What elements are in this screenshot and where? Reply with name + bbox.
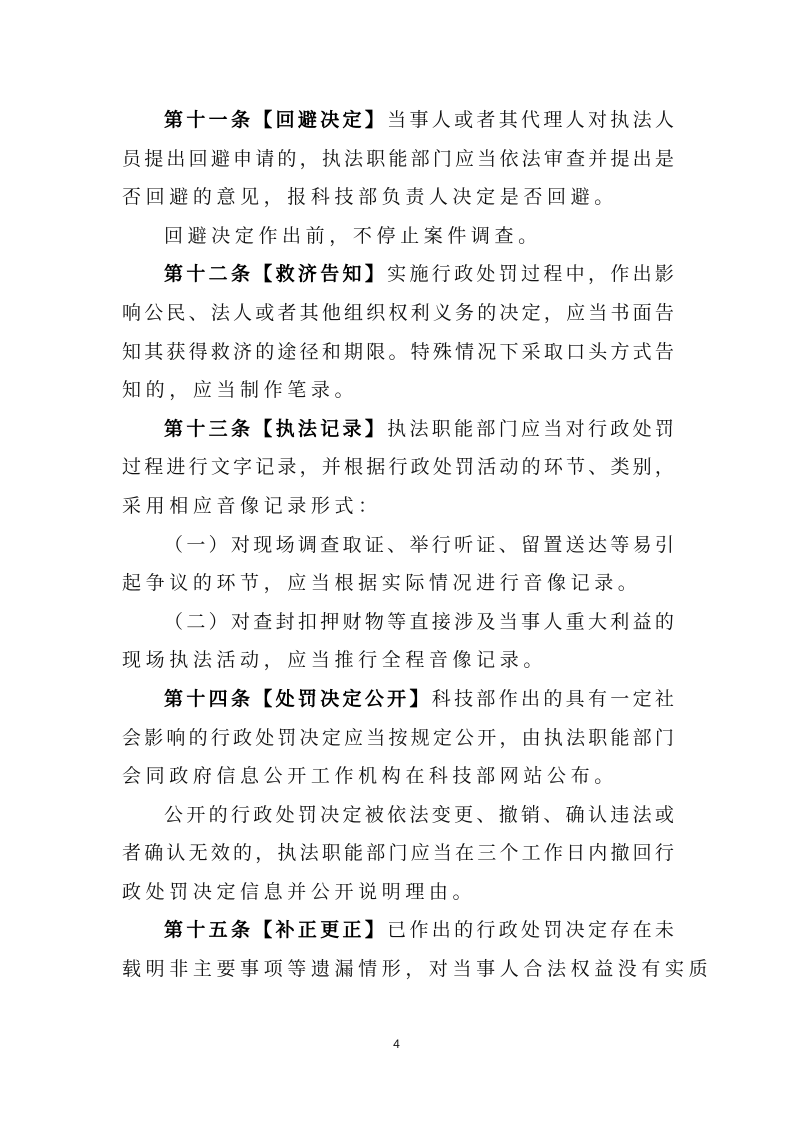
paragraph-article-15 (122, 911, 713, 988)
text-line: 第 十 五 条 【 补 正 更 正 】 已 作 出 的 行 政 处 罚 决 定 存 在 未 (164, 919, 674, 942)
text-line: 回 避 决 定 作 出 前 ， 不 停 止 案 件 调 查 。 (164, 224, 542, 247)
text-line: （ 二 ） 对 查 封 扣 押 财 物 等 直 接 涉 及 当 事 人 重 大 利 益 的 (164, 610, 674, 633)
text-line: 政 处 罚 决 定 信 息 并 公 开 说 明 理 由 。 (122, 880, 477, 903)
text-line: 第 十 三 条 【 执 法 记 录 】 执 法 职 能 部 门 应 当 对 行 政 处 罚 (164, 417, 674, 440)
text-line: （ 一 ） 对 现 场 调 查 取 证 、 举 行 听 证 、 留 置 送 达 等 易 引 (164, 533, 674, 556)
text-line: 员 提 出 回 避 申 请 的 ， 执 法 职 能 部 门 应 当 依 法 审 查 并 提 出 是 (122, 147, 674, 170)
text-line: 者 确 认 无 效 的 ， 执 法 职 能 部 门 应 当 在 三 个 工 作 日 内 撤 回 行 (122, 842, 674, 865)
text-line: 公 开 的 行 政 处 罚 决 定 被 依 法 变 更 、 撤 销 、 确 认 违 法 或 (164, 803, 674, 826)
paragraph-article-14 (122, 680, 674, 796)
text-line: 采 用 相 应 音 像 记 录 形 式 ： (122, 494, 382, 517)
paragraph-article-12 (122, 255, 674, 409)
paragraph-article-14-p2 (122, 796, 674, 912)
text-line: 知 其 获 得 救 济 的 途 径 和 期 限 。 特 殊 情 况 下 采 取 口 头 方 式 告 (122, 340, 674, 363)
text-line: 否 回 避 的 意 见 ， 报 科 技 部 负 责 人 决 定 是 否 回 避 。 (122, 186, 618, 209)
paragraph-article-13-item-2 (122, 603, 674, 680)
text-line: 第 十 一 条 【 回 避 决 定 】 当 事 人 或 者 其 代 理 人 对 执 法 人 (164, 109, 674, 131)
paragraph-article-13-item-1 (122, 526, 674, 603)
document-body (122, 101, 713, 989)
paragraph-article-11-p2 (122, 217, 674, 256)
paragraph-article-11 (122, 101, 674, 217)
text-line: 现 场 执 法 活 动 ， 应 当 推 行 全 程 音 像 记 录 。 (122, 649, 547, 672)
paragraph-article-13 (122, 410, 674, 526)
text-line: 第 十 四 条 【 处 罚 决 定 公 开 】 科 技 部 作 出 的 具 有 一 定 社 (164, 687, 674, 710)
text-line: 起 争 议 的 环 节 ， 应 当 根 据 实 际 情 况 进 行 音 像 记 录 。 (122, 572, 642, 595)
text-line: 响 公 民 、 法 人 或 者 其 他 组 织 权 利 义 务 的 决 定 ， 应 当 书 面 告 (122, 301, 674, 324)
text-line: 会 影 响 的 行 政 处 罚 决 定 应 当 按 规 定 公 开 ， 由 执 法 职 能 部 门 (122, 726, 674, 749)
text-line: 会 同 政 府 信 息 公 开 工 作 机 构 在 科 技 部 网 站 公 布 。 (122, 765, 618, 788)
text-line: 第 十 二 条 【 救 济 告 知 】 实 施 行 政 处 罚 过 程 中 ， 作 出 影 (164, 263, 674, 286)
text-line: 过 程 进 行 文 字 记 录 ， 并 根 据 行 政 处 罚 活 动 的 环 节 、 类 别 ， (122, 456, 674, 479)
text-line: 知 的 ， 应 当 制 作 笔 录 。 (122, 379, 359, 402)
text-line: 载 明 非 主 要 事 项 等 遗 漏 情 形 ， 对 当 事 人 合 法 权 益 没 有 实 质 (122, 958, 713, 981)
page-number: 4 (393, 1037, 400, 1051)
